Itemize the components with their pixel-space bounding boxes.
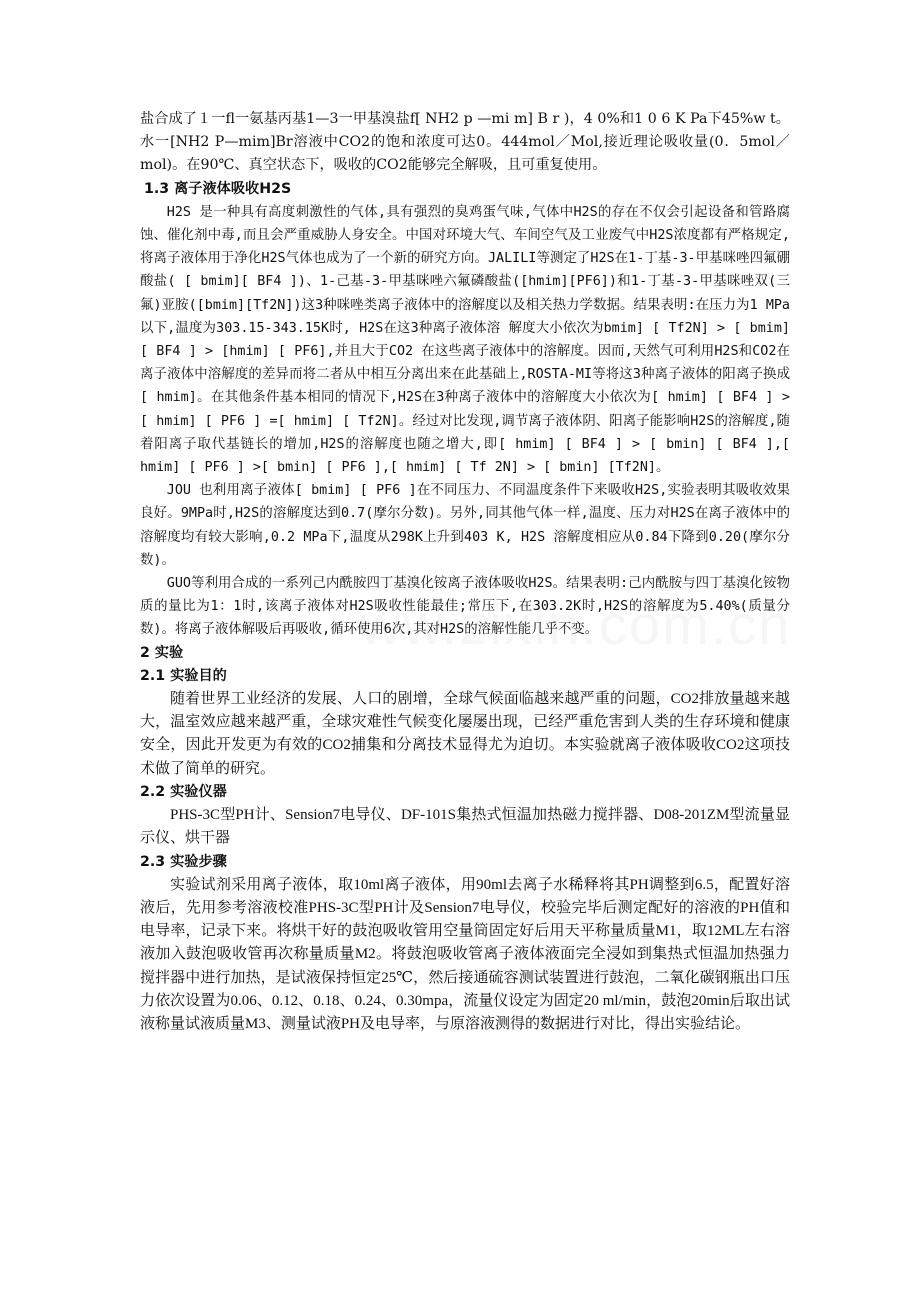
- heading-1-3: 1.3 离子液体吸收H2S: [144, 180, 292, 197]
- paragraph-purpose: 随着世界工业经济的发展、人口的剧增，全球气候面临越来越严重的问题，CO2排放量越来越大，温室效应越来越严重，全球灾难性气候变化屡屡出现，已经严重危害到人类的生存环境和健康安全，因此开发更为有效的CO2捕集和分离技术显得尤为迫切。本实验就离子液体吸收CO2这项技术做了简单的研究。: [140, 691, 790, 777]
- document-page: [140, 108, 790, 1036]
- heading-2-1: 2.1 实验目的: [140, 667, 227, 684]
- paragraph-intro: 盐合成了１一fl一氨基丙基1—3一甲基溴盐f[ NH2 p —mi m] B r )，4 0%和1 0 6 K Pa下45%w t。水一[NH2 P—mim]Br溶液中CO2的饱和浓度可达0。444mol／Mol,接近理论吸收量(0．5mol／mol)。在90℃、真空状态下，吸收的CO2能够完全解吸，且可重复使用。: [140, 111, 790, 174]
- heading-2-2: 2.2 实验仪器: [140, 783, 227, 800]
- heading-2-3: 2.3 实验步骤: [140, 853, 227, 870]
- heading-2: 2 实验: [140, 644, 184, 661]
- paragraph-h2s-overview: H2S 是一种具有高度刺激性的气体,具有强烈的臭鸡蛋气味,气体中H2S的存在不仅会引起设备和管路腐蚀、催化剂中毒,而且会严重威胁人身安全。中国对环境大气、车间空气及工业废气中H2S浓度都有严格规定,将离子液体用于净化H2S气体也成为了一个新的研究方向。JALILI等测定了H2S在1-丁基-3-甲基咪唑四氟硼酸盐( [ bmim][ BF4 ])、1-己基-3-甲基咪唑六氟磷酸盐([hmim][PF6])和1-丁基-3-甲基咪唑双(三氟)亚胺([bmim][Tf2N])这3种咪唑类离子液体中的溶解度以及相关热力学数据。结果表明:在压力为1 MPa以下,温度为303.15-343.15K时, H2S在这3种离子液体溶 解度大小依次为bmim] [ Tf2N] > [ bmim] [ BF4 ] > [hmim] [ PF6],并且大于CO2 在这些离子液体中的溶解度。因而,天然气可利用H2S和CO2在离子液体中溶解度的差异而将二者从中相互分离出来在此基础上,ROSTA-MI等将这3种离子液体的阳离子换成[ hmim]。在其他条件基本相同的情况下,H2S在3种离子液体中的溶解度大小依次为[ hmim] [ BF4 ] > [ hmim] [ PF6 ] =[ hmim] [ Tf2N]。经过对比发现,调节离子液体阴、阳离子能影响H2S的溶解度,随着阳离子取代基链长的增加,H2S的溶解度也随之增大,即[ hmim] [ BF4 ] > [ bmin] [ BF4 ],[ hmim] [ PF6 ] >[ bmin] [ PF6 ],[ hmim] [ Tf 2N] > [ bmin] [Tf2N]。: [140, 204, 790, 476]
- paragraph-h2s-jou: JOU 也利用离子液体[ bmim] [ PF6 ]在不同压力、不同温度条件下来吸收H2S,实验表明其吸收效果良好。9MPa时,H2S的溶解度达到0.7(摩尔分数)。另外,同其他气体一样,温度、压力对H2S在离子液体中的溶解度均有较大影响,0.2 MPa下,温度从298K上升到403 K, H2S 溶解度相应从0.84下降到0.20(摩尔分数)。: [140, 483, 790, 568]
- paragraph-instruments: PHS-3C型PH计、Sension7电导仪、DF-101S集热式恒温加热磁力搅拌器、D08-201ZM型流量显示仪、烘干器: [140, 807, 790, 847]
- paragraph-procedure: 实验试剂采用离子液体，取10ml离子液体，用90ml去离子水稀释将其PH调整到6.5，配置好溶液后，先用参考溶液校准PHS-3C型PH计及Sension7电导仪，校验完毕后测定配好的溶液的PH值和电导率，记录下来。将烘干好的鼓泡吸收管用空量筒固定好后用天平称量质量M1，取12ML左右溶液加入鼓泡吸收管再次称量质量M2。将鼓泡吸收管离子液体液面完全浸如到集热式恒温加热强力搅拌器中进行加热，是试液保持恒定25℃，然后接通硫容测试装置进行鼓泡，二氧化碳钢瓶出口压力依次设置为0.06、0.12、0.18、0.24、0.30mpa，流量仪设定为固定20 ml/min，鼓泡20min后取出试液称量试液质量M3、测量试液PH及电导率，与原溶液测得的数据进行对比，得出实验结论。: [140, 876, 790, 1032]
- paragraph-h2s-guo: GUO等利用合成的一系列己内酰胺四丁基溴化铵离子液体吸收H2S。结果表明:己内酰胺与四丁基溴化铵物质的量比为1：1时,该离子液体对H2S吸收性能最佳;常压下,在303.2K时,H2S的溶解度为5.40%(质量分数)。将离子液体解吸后再吸收,循环使用6次,其对H2S的溶解性能几乎不变。: [140, 576, 790, 638]
